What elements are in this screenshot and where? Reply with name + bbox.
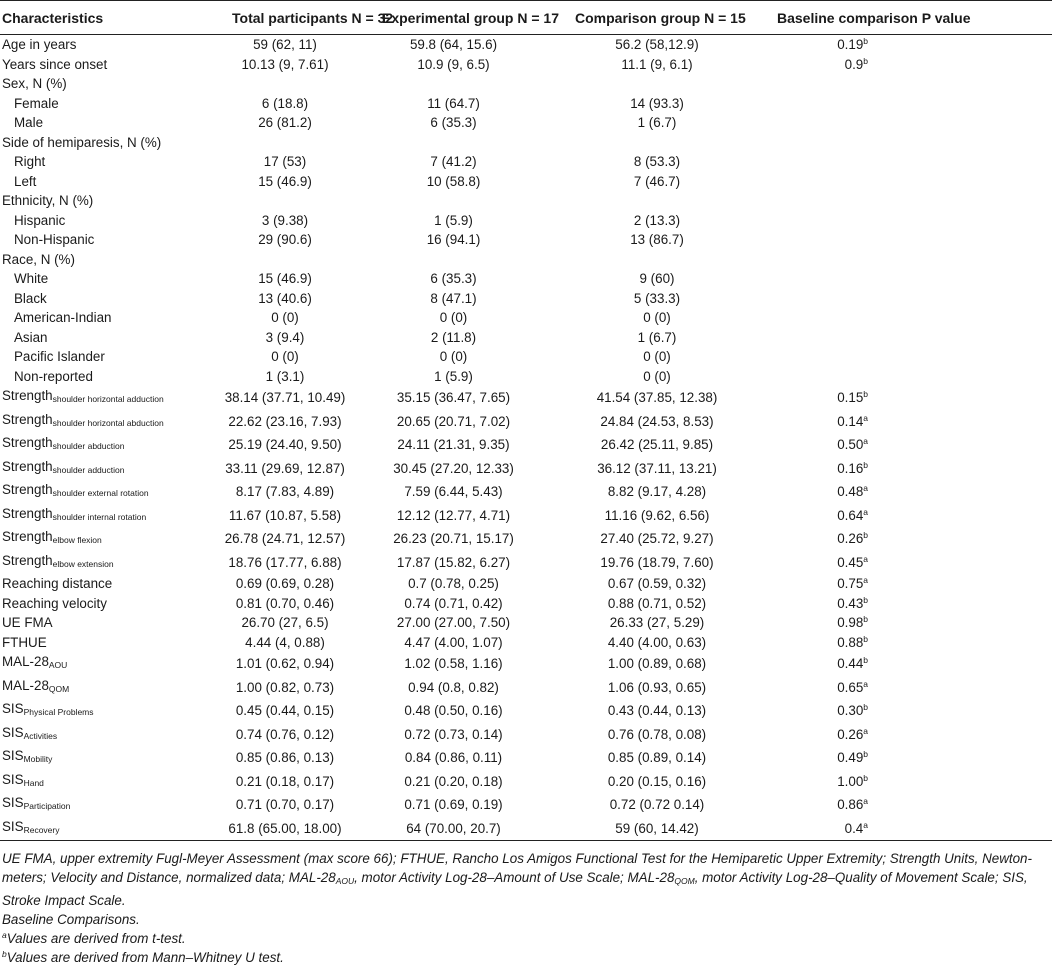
row-label: UE FMA bbox=[2, 615, 53, 630]
cell-experimental: 0.84 (0.86, 0.11) bbox=[404, 750, 503, 765]
cell-total: 15 (46.9) bbox=[258, 271, 312, 286]
cell-pvalue bbox=[763, 269, 1052, 289]
table-row bbox=[0, 191, 1052, 211]
header-row bbox=[0, 1, 1052, 35]
table-row bbox=[0, 410, 1052, 434]
cell-comparison: 26.42 (25.11, 9.85) bbox=[600, 437, 714, 452]
table-row bbox=[0, 551, 1052, 575]
cell-comparison: 4.40 (4.00, 0.63) bbox=[607, 634, 707, 650]
cell-total: 61.8 (65.00, 18.00) bbox=[214, 817, 356, 841]
cell-comparison: 0.72 (0.72 0.14) bbox=[609, 797, 705, 812]
cell-pvalue bbox=[763, 230, 1052, 250]
cell-comparison: 13 (86.7) bbox=[630, 232, 684, 247]
cell-total bbox=[214, 74, 356, 94]
row-label: MAL-$28_{QOM}$ bbox=[2, 677, 70, 694]
cell-comparison: 9 (60) bbox=[639, 271, 675, 286]
row-label: Strength$_{shoulder abduction}$ bbox=[2, 435, 125, 451]
cell-total: 0.81 (0.70, 0.46) bbox=[235, 595, 335, 611]
table-row bbox=[0, 35, 1052, 55]
row-label: $SIS_{Physical Problems}$ bbox=[2, 701, 94, 717]
table-row bbox=[0, 723, 1052, 747]
cell-total: 1.01 (0.62, 0.94) bbox=[235, 656, 335, 671]
row-label: Female bbox=[14, 95, 59, 111]
cell-experimental: 1 (5.9) bbox=[434, 368, 473, 384]
table-row bbox=[0, 770, 1052, 794]
cell-pvalue: 0.50$^a$ bbox=[837, 436, 868, 452]
cell-experimental: 10 (58.8) bbox=[426, 173, 481, 189]
baseline-note: Baseline Comparisons. bbox=[2, 912, 140, 927]
header-experimental: Experimental group N = 17 bbox=[356, 1, 551, 35]
cell-total: 3 (9.38) bbox=[261, 212, 309, 228]
cell-comparison: 1 (6.7) bbox=[637, 329, 677, 345]
table-footnotes bbox=[0, 849, 1050, 967]
table-row bbox=[0, 457, 1052, 481]
cell-comparison bbox=[551, 133, 763, 153]
table-row bbox=[0, 133, 1052, 153]
cell-pvalue: 0.9$^b$ bbox=[844, 55, 868, 72]
cell-pvalue: 0.15$^b$ bbox=[837, 389, 868, 405]
cell-comparison: 8.82 (9.17, 4.28) bbox=[607, 484, 707, 499]
cell-total: 0.69 (0.69, 0.28) bbox=[235, 576, 335, 591]
row-label: Strength$_{elbow extension}$ bbox=[2, 552, 114, 569]
table-row bbox=[0, 699, 1052, 723]
row-label: Non-Hispanic bbox=[14, 232, 95, 247]
cell-experimental: 4.47 (4.00, 1.07) bbox=[404, 634, 503, 650]
cell-experimental: 0.94 (0.8, 0.82) bbox=[408, 679, 499, 695]
cell-comparison: 11.1 (9, 6.1) bbox=[621, 56, 693, 72]
row-label: Left bbox=[14, 173, 37, 189]
table-row bbox=[0, 433, 1052, 457]
cell-pvalue: 0.30$^b$ bbox=[837, 702, 868, 718]
cell-experimental: 59.8 (64, 15.6) bbox=[409, 37, 498, 52]
cell-comparison: 24.84 (24.53, 8.53) bbox=[600, 413, 714, 429]
row-label: $SIS_{Mobility}$ bbox=[2, 748, 53, 764]
row-label: White bbox=[14, 271, 49, 286]
cell-total: 26.70 (27, 6.5) bbox=[241, 615, 329, 630]
table-row bbox=[0, 793, 1052, 817]
cell-total: 25.19 (24.40, 9.50) bbox=[228, 437, 342, 452]
cell-comparison: 0 (0) bbox=[643, 349, 671, 364]
cell-comparison: 0.20 (0.15, 0.16) bbox=[607, 773, 707, 789]
table-row bbox=[0, 172, 1052, 192]
cell-total: 3 (9.4) bbox=[265, 329, 305, 345]
cell-experimental: 0.7 (0.78, 0.25) bbox=[408, 576, 499, 591]
cell-pvalue: 0.14$^a$ bbox=[837, 412, 868, 429]
row-label: Strength$_{shoulder horizontal adduction}$ bbox=[2, 388, 164, 404]
table-row bbox=[0, 289, 1052, 309]
row-label: Side of hemiparesis, N (%) bbox=[2, 134, 162, 150]
cell-comparison: 26.33 (27, 5.29) bbox=[609, 615, 705, 630]
table-row bbox=[0, 250, 1052, 270]
table-row bbox=[0, 746, 1052, 770]
cell-experimental: 7 (41.2) bbox=[430, 154, 477, 169]
cell-total: 0.85 (0.86, 0.13) bbox=[235, 750, 335, 765]
cell-total: 22.62 (23.16, 7.93) bbox=[228, 413, 342, 429]
cell-total: 0 (0) bbox=[271, 349, 299, 364]
cell-pvalue: 0.45$^a$ bbox=[837, 553, 868, 570]
cell-total: 26.78 (24.71, 12.57) bbox=[224, 531, 346, 546]
row-label: Reaching distance bbox=[2, 576, 113, 591]
row-label: Hispanic bbox=[14, 212, 66, 228]
cell-total: 6 (18.8) bbox=[261, 95, 309, 111]
row-label: Strength$_{elbow flexion}$ bbox=[2, 529, 102, 545]
cell-pvalue: 0.48$^a$ bbox=[837, 483, 868, 499]
cell-total: 8.17 (7.83, 4.89) bbox=[235, 484, 335, 499]
cell-experimental: 7.59 (6.44, 5.43) bbox=[404, 484, 503, 499]
row-label: Asian bbox=[14, 329, 48, 345]
cell-pvalue: 0.19$^b$ bbox=[837, 36, 868, 52]
cell-pvalue: 1.00$^b$ bbox=[837, 772, 868, 789]
row-label: Age in years bbox=[2, 37, 77, 52]
row-label: American-Indian bbox=[14, 310, 112, 325]
row-label: FTHUE bbox=[2, 634, 47, 650]
header-pvalue: Baseline comparison P value bbox=[763, 1, 1052, 35]
table-row bbox=[0, 386, 1052, 410]
row-label: $SIS_{Hand}$ bbox=[2, 771, 44, 788]
cell-pvalue: 0.86$^a$ bbox=[837, 796, 868, 812]
row-label: $SIS_{Activities}$ bbox=[2, 724, 58, 741]
cell-total: 0.45 (0.44, 0.15) bbox=[235, 703, 335, 718]
table-row bbox=[0, 527, 1052, 551]
cell-experimental: 0.72 (0.73, 0.14) bbox=[404, 726, 503, 742]
cell-total: 13 (40.6) bbox=[258, 290, 312, 306]
cell-comparison bbox=[551, 191, 763, 211]
table-row bbox=[0, 594, 1052, 614]
cell-pvalue: 0.4$^a$ bbox=[763, 817, 1052, 841]
table-body bbox=[0, 35, 1052, 841]
cell-pvalue bbox=[763, 172, 1052, 192]
cell-experimental: 1.02 (0.58, 1.16) bbox=[404, 656, 503, 671]
row-label: Pacific Islander bbox=[14, 349, 105, 364]
cell-pvalue: 0.49$^b$ bbox=[837, 749, 868, 765]
cell-experimental bbox=[356, 74, 551, 94]
cell-total: 0.74 (0.76, 0.12) bbox=[235, 726, 335, 742]
cell-comparison: 1.06 (0.93, 0.65) bbox=[607, 679, 707, 695]
cell-comparison: 41.54 (37.85, 12.38) bbox=[596, 390, 718, 405]
cell-comparison: 8 (53.3) bbox=[633, 154, 681, 169]
table-row bbox=[0, 94, 1052, 114]
cell-pvalue: 0.26$^a$ bbox=[837, 725, 868, 742]
cell-total: 0 (0) bbox=[271, 310, 299, 325]
cell-pvalue: 0.65$^a$ bbox=[837, 678, 868, 695]
cell-total: 4.44 (4, 0.88) bbox=[245, 634, 325, 650]
cell-experimental: 35.15 (36.47, 7.65) bbox=[396, 390, 511, 405]
row-label: Strength$_{shoulder external rotation}$ bbox=[2, 482, 149, 498]
row-label: Non-reported bbox=[14, 368, 93, 384]
cell-pvalue bbox=[763, 367, 1052, 387]
cell-comparison: 0.76 (0.78, 0.08) bbox=[607, 726, 707, 742]
cell-comparison bbox=[551, 250, 763, 270]
cell-total bbox=[214, 250, 356, 270]
row-label: Male bbox=[14, 115, 44, 130]
row-label: Sex, N (%) bbox=[2, 76, 67, 91]
row-label: Race, N (%) bbox=[2, 251, 75, 267]
cell-experimental bbox=[356, 133, 551, 153]
cell-comparison: 36.12 (37.11, 13.21) bbox=[597, 460, 717, 476]
cell-comparison: 14 (93.3) bbox=[630, 95, 684, 111]
cell-experimental: 10.9 (9, 6.5) bbox=[417, 56, 490, 72]
cell-pvalue bbox=[763, 328, 1052, 348]
cell-pvalue: 0.43$^b$ bbox=[837, 594, 868, 611]
cell-experimental: 0 (0) bbox=[439, 349, 468, 364]
cell-total: 0.71 (0.70, 0.17) bbox=[235, 797, 335, 812]
row-label: Strength$_{shoulder internal rotation}$ bbox=[2, 505, 147, 522]
cell-experimental: 17.87 (15.82, 6.27) bbox=[396, 554, 511, 570]
header-total: Total participants N = 32 bbox=[214, 1, 356, 35]
table-row bbox=[0, 113, 1052, 133]
cell-experimental: 64 (70.00, 20.7) bbox=[356, 817, 551, 841]
cell-experimental: 0 (0) bbox=[439, 310, 468, 325]
footnote-a: $^a$Values are derived from t-test. bbox=[2, 930, 186, 946]
row-label: $SIS_{Recovery}$ bbox=[0, 817, 214, 841]
cell-experimental: 1 (5.9) bbox=[434, 212, 473, 228]
cell-comparison: 56.2 (58,12.9) bbox=[615, 37, 699, 52]
cell-comparison: 0 (0) bbox=[643, 368, 671, 384]
table-row bbox=[0, 676, 1052, 700]
table-row bbox=[0, 633, 1052, 653]
cell-pvalue bbox=[763, 152, 1052, 172]
cell-pvalue bbox=[763, 74, 1052, 94]
cell-experimental: 11 (64.7) bbox=[427, 95, 480, 111]
cell-comparison bbox=[551, 74, 763, 94]
table-row bbox=[0, 308, 1052, 328]
cell-total: 17 (53) bbox=[263, 154, 307, 169]
cell-experimental: 2 (11.8) bbox=[430, 329, 477, 345]
cell-experimental: 0.71 (0.69, 0.19) bbox=[404, 797, 503, 812]
table-row bbox=[0, 504, 1052, 528]
cell-total: 10.13 (9, 7.61) bbox=[241, 56, 329, 72]
cell-experimental: 8 (47.1) bbox=[430, 290, 477, 306]
cell-pvalue bbox=[763, 347, 1052, 367]
cell-comparison: 27.40 (25.72, 9.27) bbox=[600, 531, 714, 546]
row-label: Ethnicity, N (%) bbox=[2, 193, 94, 208]
cell-comparison: 1.00 (0.89, 0.68) bbox=[607, 656, 707, 671]
row-label: Strength$_{shoulder adduction}$ bbox=[2, 458, 125, 475]
cell-total: 38.14 (37.71, 10.49) bbox=[224, 390, 346, 405]
cell-experimental: 0.21 (0.20, 0.18) bbox=[404, 773, 503, 789]
cell-total: 59 (62, 11) bbox=[253, 37, 317, 52]
cell-experimental: 30.45 (27.20, 12.33) bbox=[393, 460, 514, 476]
table-row bbox=[0, 269, 1052, 289]
cell-pvalue bbox=[763, 289, 1052, 309]
cell-experimental: 16 (94.1) bbox=[426, 232, 481, 247]
cell-comparison: 0 (0) bbox=[643, 310, 671, 325]
header-comparison: Comparison group N = 15 bbox=[551, 1, 763, 35]
cell-pvalue bbox=[763, 211, 1052, 231]
cell-experimental: 6 (35.3) bbox=[430, 271, 477, 286]
table-row bbox=[0, 152, 1052, 172]
table-row bbox=[0, 367, 1052, 387]
cell-total: 29 (90.6) bbox=[258, 232, 312, 247]
table-row bbox=[0, 480, 1052, 504]
cell-pvalue: 0.64$^a$ bbox=[837, 506, 868, 523]
table-row bbox=[0, 817, 1052, 841]
cell-total: 26 (81.2) bbox=[258, 115, 312, 130]
cell-comparison: 0.43 (0.44, 0.13) bbox=[607, 703, 707, 718]
cell-pvalue: 0.16$^b$ bbox=[837, 459, 868, 476]
cell-total bbox=[214, 133, 356, 153]
cell-comparison: 1 (6.7) bbox=[637, 115, 677, 130]
cell-pvalue bbox=[763, 308, 1052, 328]
cell-pvalue bbox=[763, 94, 1052, 114]
cell-experimental: 12.12 (12.77, 4.71) bbox=[396, 507, 511, 523]
cell-experimental: 24.11 (21.31, 9.35) bbox=[397, 437, 510, 452]
cell-pvalue: 0.44$^b$ bbox=[837, 655, 868, 671]
cell-pvalue bbox=[763, 191, 1052, 211]
cell-comparison: 2 (13.3) bbox=[633, 212, 681, 228]
table-row bbox=[0, 211, 1052, 231]
table-row bbox=[0, 230, 1052, 250]
cell-pvalue: 0.98$^b$ bbox=[837, 614, 868, 630]
cell-total: 18.76 (17.77, 6.88) bbox=[228, 554, 342, 570]
row-label: Years since onset bbox=[2, 56, 108, 72]
row-label: Right bbox=[14, 154, 46, 169]
abbreviations-note: UE FMA, upper extremity Fugl-Meyer Assessment (max score 66); FTHUE, Rancho Los Amigos Functional Test for the Hemiparetic Upper Extremity; Strength Units, Newton-meters; Velocity and Distance, normalized data; MAL-$28_{AOU}$, motor Activity Log-28–Amount of Use Scale; MAL-$28_{QOM}$, motor Activity Log-28–Quality of Movement Scale; SIS, Stroke Impact Scale. bbox=[2, 851, 1032, 908]
cell-experimental: 0.74 (0.71, 0.42) bbox=[404, 595, 503, 611]
table-row bbox=[0, 347, 1052, 367]
cell-experimental: 27.00 (27.00, 7.50) bbox=[396, 615, 511, 630]
cell-total: 0.21 (0.18, 0.17) bbox=[235, 773, 335, 789]
cell-comparison: 19.76 (18.79, 7.60) bbox=[600, 554, 714, 570]
cell-experimental bbox=[356, 250, 551, 270]
cell-experimental: 20.65 (20.71, 7.02) bbox=[396, 413, 511, 429]
cell-total: 1 (3.1) bbox=[265, 368, 305, 384]
cell-pvalue bbox=[763, 250, 1052, 270]
cell-experimental: 26.23 (20.71, 15.17) bbox=[393, 531, 514, 546]
cell-pvalue: 0.75$^a$ bbox=[837, 575, 868, 591]
cell-total: 1.00 (0.82, 0.73) bbox=[235, 679, 335, 695]
table-row bbox=[0, 74, 1052, 94]
row-label: $SIS_{Participation}$ bbox=[2, 795, 71, 811]
table-row bbox=[0, 574, 1052, 594]
cell-total: 11.67 (10.87, 5.58) bbox=[228, 507, 342, 523]
row-label: Strength$_{shoulder horizontal abduction}$ bbox=[2, 411, 164, 428]
cell-pvalue bbox=[763, 113, 1052, 133]
cell-total: 33.11 (29.69, 12.87) bbox=[225, 460, 345, 476]
cell-comparison: 7 (46.7) bbox=[633, 173, 681, 189]
cell-pvalue bbox=[763, 133, 1052, 153]
footnote-b: $^b$Values are derived from Mann–Whitney U test. bbox=[2, 949, 284, 965]
row-label: Black bbox=[14, 290, 47, 306]
cell-comparison: 59 (60, 14.42) bbox=[551, 817, 763, 841]
cell-total: 15 (46.9) bbox=[258, 173, 312, 189]
cell-pvalue: 0.26$^b$ bbox=[837, 530, 868, 546]
table-row bbox=[0, 328, 1052, 348]
cell-comparison: 0.85 (0.89, 0.14) bbox=[607, 750, 707, 765]
cell-experimental: 6 (35.3) bbox=[430, 115, 477, 130]
table-row bbox=[0, 55, 1052, 75]
table-row bbox=[0, 652, 1052, 676]
row-label: Reaching velocity bbox=[2, 595, 107, 611]
cell-pvalue: 0.88$^b$ bbox=[837, 633, 868, 650]
cell-total bbox=[214, 191, 356, 211]
cell-experimental: 0.48 (0.50, 0.16) bbox=[404, 703, 503, 718]
cell-comparison: 0.67 (0.59, 0.32) bbox=[607, 576, 707, 591]
cell-comparison: 0.88 (0.71, 0.52) bbox=[607, 595, 707, 611]
row-label: MAL-$28_{AOU}$ bbox=[2, 654, 68, 670]
cell-comparison: 5 (33.3) bbox=[633, 290, 681, 306]
table-row bbox=[0, 613, 1052, 633]
header-characteristics: Characteristics bbox=[0, 1, 214, 35]
cell-comparison: 11.16 (9.62, 6.56) bbox=[604, 507, 710, 523]
cell-experimental bbox=[356, 191, 551, 211]
